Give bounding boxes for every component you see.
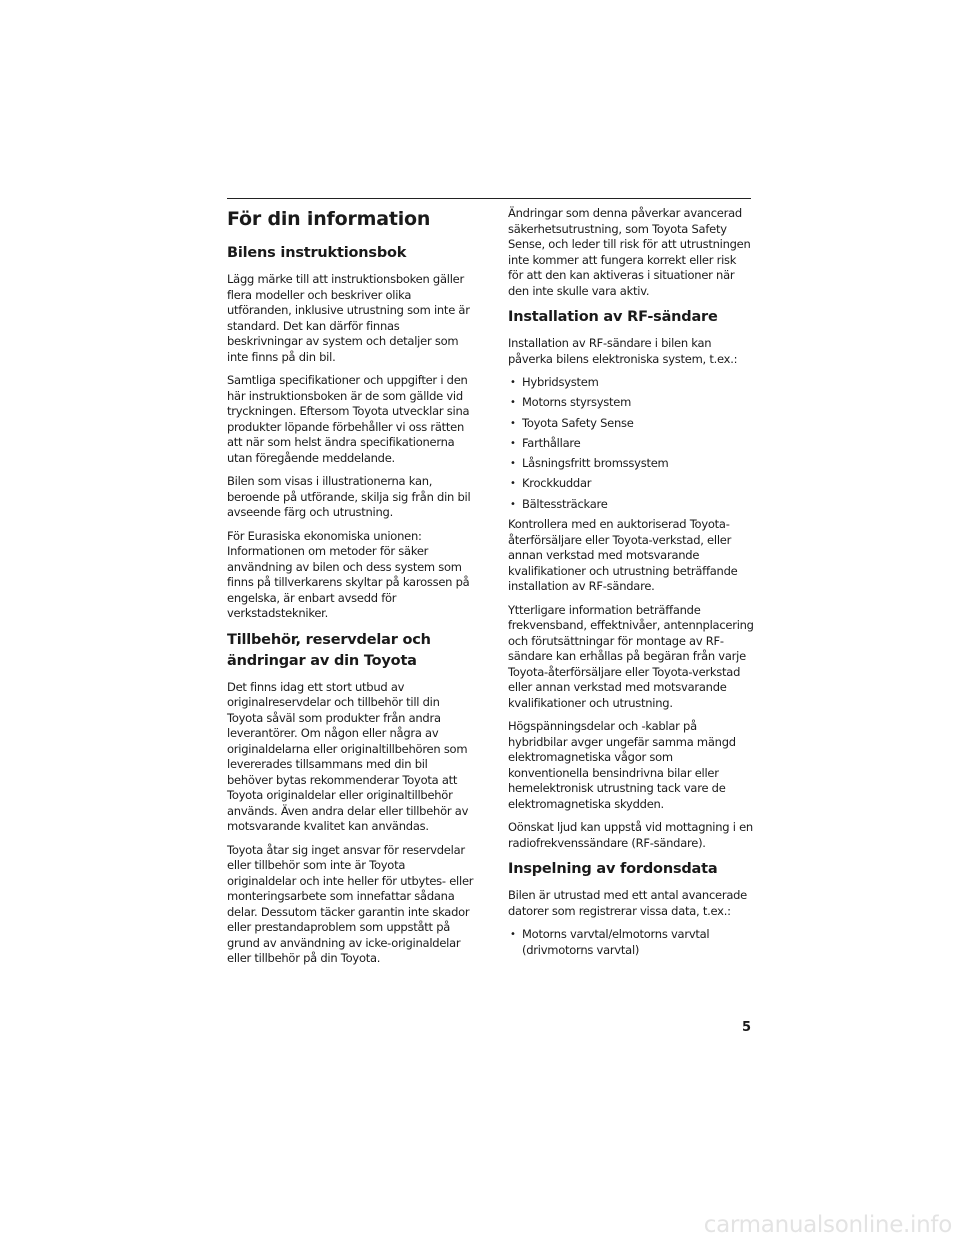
page-title: För din information — [227, 208, 431, 230]
section-heading-accessories: Tillbehör, reservdelar och ändringar av din Toyota — [227, 631, 431, 669]
paragraph: För Eurasiska ekonomiska unionen: Informationen om metoder för säker användning av bilen och dess system som finns på tillverkarens skyltar på karossen på engelska, är enbart avsedd för verkstadstekniker. — [227, 528, 470, 620]
paragraph: Ändringar som denna påverkar avancerad säkerhetsutrustning, som Toyota Safety Sense, och leder till risk för att utrustningen inte kommer att fungera korrekt eller risk för att den kan aktiveras i situationer när den inte skulle vara aktiv. — [508, 206, 751, 298]
list-item: • Toyota Safety Sense — [508, 416, 754, 432]
paragraph: Högspänningsdelar och -kablar på hybridbilar avger ungefär samma mängd elektromagnetiska vågor som konventionella bensindrivna bilar eller hemelektronisk utrustning tack vare de elektromagnetiska skydden. — [508, 719, 736, 811]
list-item: • Krockkuddar — [508, 476, 754, 492]
paragraph: Kontrollera med en auktoriserad Toyota-återförsäljare eller Toyota-verkstad, eller annan verkstad med motsvarande kvalifikationer och utrustning beträffande installation av RF-sändare. — [508, 517, 738, 594]
paragraph: Samtliga specifikationer och uppgifter i den här instruktionsboken är de som gällde vid tryckningen. Eftersom Toyota utvecklar sina produkter löpande förbehåller vi oss rätten att när som helst ändra specifikationerna utan föregående meddelande. — [227, 373, 470, 465]
list-item: • Bältessträckare — [508, 497, 754, 513]
section-heading-rf: Installation av RF-sändare — [508, 309, 718, 325]
paragraph: Toyota åtar sig inget ansvar för reservdelar eller tillbehör som inte är Toyota originaldelar och inte heller för utbytes- eller monteringsarbete som innefattar sådana delar. Dessutom täcker garantin inte skador eller prestandaproblem som uppstått på grund av användning av icke-originaldelar eller tillbehör på din Toyota. — [227, 842, 474, 965]
paragraph: Installation av RF-sändare i bilen kan påverka bilens elektroniska system, t.ex.: — [508, 336, 738, 366]
paragraph: Det finns idag ett stort utbud av originalreservdelar och tillbehör till din Toyota såväl som produkter från andra leverantörer. Om någon eller några av originaldelarna eller originaltillbehören som levererades tillsammans med din bil behöver bytas rekommenderar Toyota att Toyota originaldelar eller originaltillbehör används. Även andra delar eller tillbehör av motsvarande kvalitet kan användas. — [227, 679, 469, 833]
paragraph: Bilen som visas i illustrationerna kan, beroende på utförande, skilja sig från din bil avseende färg och utrustning. — [227, 474, 471, 519]
paragraph: Lägg märke till att instruktionsboken gäller flera modeller och beskriver olika utföranden, inklusive utrustning som inte är standard. Det kan därför finnas beskrivningar av system och detaljer som inte finns på din bil. — [227, 272, 470, 364]
list-item: • Motorns varvtal/elmotorns varvtal (drivmotorns varvtal) — [508, 927, 754, 958]
list-item: • Hybridsystem — [508, 375, 754, 391]
paragraph: Oönskat ljud kan uppstå vid mottagning i en radiofrekvenssändare (RF-sändare). — [508, 820, 753, 850]
left-column — [227, 206, 475, 975]
top-rule — [227, 198, 751, 199]
watermark-url: carmanualsonline.info — [703, 1212, 952, 1238]
rf-system-list — [508, 375, 754, 512]
vehicle-data-list — [508, 927, 754, 958]
section-heading-manual: Bilens instruktionsbok — [227, 245, 407, 261]
list-item: • Farthållare — [508, 436, 754, 452]
section-heading-vehicle-data: Inspelning av fordonsdata — [508, 861, 718, 878]
page-number: 5 — [742, 1020, 752, 1035]
paragraph: Ytterligare information beträffande frekvensband, effektnivåer, antennplacering och förutsättningar för montage av RF-sändare kan erhållas på begäran från varje Toyota-återförsäljare eller Toyota-verkstad eller annan verkstad med motsvarande kvalifikationer och utrustning. — [508, 602, 754, 710]
list-item: • Låsningsfritt bromssystem — [508, 456, 754, 472]
right-column — [508, 206, 754, 963]
paragraph: Bilen är utrustad med ett antal avancerade datorer som registrerar vissa data, t.ex.: — [508, 888, 748, 918]
list-item: • Motorns styrsystem — [508, 395, 754, 411]
